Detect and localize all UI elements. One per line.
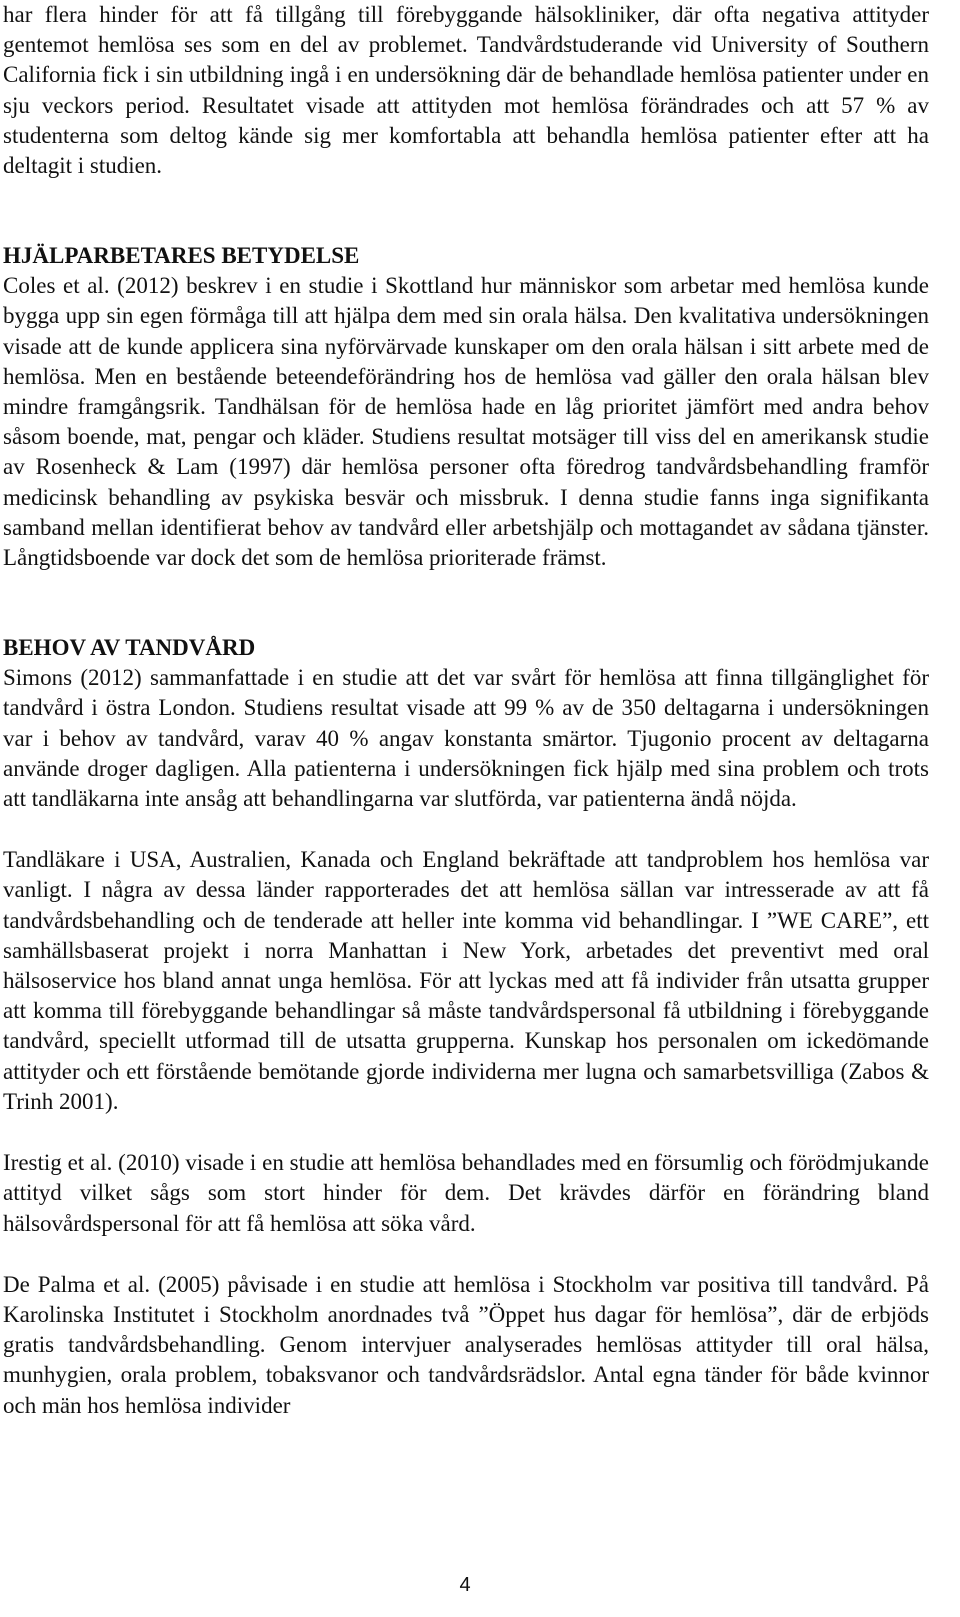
document-page [3, 0, 929, 1421]
spacer [3, 573, 929, 633]
spacer [3, 814, 929, 845]
section1-paragraph: Coles et al. (2012) beskrev i en studie i Skottland hur människor som arbetar med hemlösa kunde bygga upp sin egen förmåga till att hjälpa dem med sin orala hälsa. Den kvalitativa undersökningen visade att de kunde applicera sina nyförvärvade kunskaper om den orala hälsan i sitt arbete med de hemlösa. Men en bestående beteendeförändring hos de hemlösa vad gäller den orala hälsan blev mindre framgångsrik. Tandhälsan för de hemlösa hade en låg prioritet jämfört med andra behov såsom boende, mat, pengar och kläder. Studiens resultat motsäger till viss del en amerikansk studie av Rosenheck & Lam (1997) där hemlösa personer ofta föredrog tandvårdsbehandling framför medicinsk behandling av psykiska besvär och missbruk. I denna studie fanns inga signifikanta samband mellan identifierat behov av tandvård eller arbetshjälp och mottagandet av sådana tjänster. Långtidsboende var dock det som de hemlösa prioriterade främst. [3, 273, 929, 571]
section2-paragraph-3: Irestig et al. (2010) visade i en studie att hemlösa behandlades med en försumlig och förödmjukande attityd vilket sågs som stort hinder för dem. Det krävdes därför en förändring bland hälsovårdspersonal för att få hemlösa att söka vård. [3, 1150, 929, 1236]
spacer [3, 1117, 929, 1148]
section-heading-hjalparbetare: HJÄLPARBETARES BETYDELSE [3, 243, 360, 269]
intro-paragraph: har flera hinder för att få tillgång till förebyggande hälsokliniker, där ofta negativa attityder gentemot hemlösa ses som en del av problemet. Tandvårdstuderande vid University of Southern California fick i sin utbildning ingå i en undersökning där de behandlade hemlösa patienter under en sju veckors period. Resultatet visade att attityden mot hemlösa förändrades och att 57 % av studenterna som deltog kände sig mer komfortabla att behandla hemlösa patienter efter att ha deltagit i studien. [3, 2, 929, 179]
spacer [3, 1239, 929, 1270]
spacer [3, 181, 929, 241]
section2-paragraph-1: Simons (2012) sammanfattade i en studie att det var svårt för hemlösa att finna tillgänglighet för tandvård i östra London. Studiens resultat visade att 99 % av de 350 deltagarna i undersökningen var i behov av tandvård, varav 40 % angav konstanta smärtor. Tjugonio procent av deltagarna använde droger dagligen. Alla patienterna i undersökningen fick hjälp med sina problem och trots att tandläkarna inte ansåg att behandlingarna var slutförda, var patienterna ändå nöjda. [3, 665, 929, 812]
page-number: 4 [459, 1574, 471, 1596]
section-heading-behov: BEHOV AV TANDVÅRD [3, 635, 256, 661]
section2-paragraph-2: Tandläkare i USA, Australien, Kanada och England bekräftade att tandproblem hos hemlösa var vanligt. I några av dessa länder rapporterades det att hemlösa sällan var intresserade av att få tandvårdsbehandling och de tenderade att heller inte komma vid behandlingar. I ”WE CARE”, ett samhällsbaserat projekt i norra Manhattan i New York, arbetades det preventivt med oral hälsoservice hos bland annat unga hemlösa. För att lyckas med att få individer från utsatta grupper att komma till förebyggande behandlingar så måste tandvårdspersonal få utbildning i förebyggande tandvård, speciellt utformad till de utsatta grupperna. Kunskap hos personalen om ickedömande attityder och ett förstående bemötande gjorde individerna mer lugna och samarbetsvilliga (Zabos & Trinh 2001). [3, 847, 929, 1114]
section2-paragraph-4: De Palma et al. (2005) påvisade i en studie att hemlösa i Stockholm var positiva till tandvård. På Karolinska Institutet i Stockholm anordnades två ”Öppet hus dagar för hemlösa”, där de erbjöds gratis tandvårdsbehandling. Genom intervjuer analyserades hemlösas attityder till oral hälsa, munhygien, orala problem, tobaksvanor och tandvårdsrädslor. Antal egna tänder för både kvinnor och män hos hemlösa individer [3, 1271, 929, 1418]
